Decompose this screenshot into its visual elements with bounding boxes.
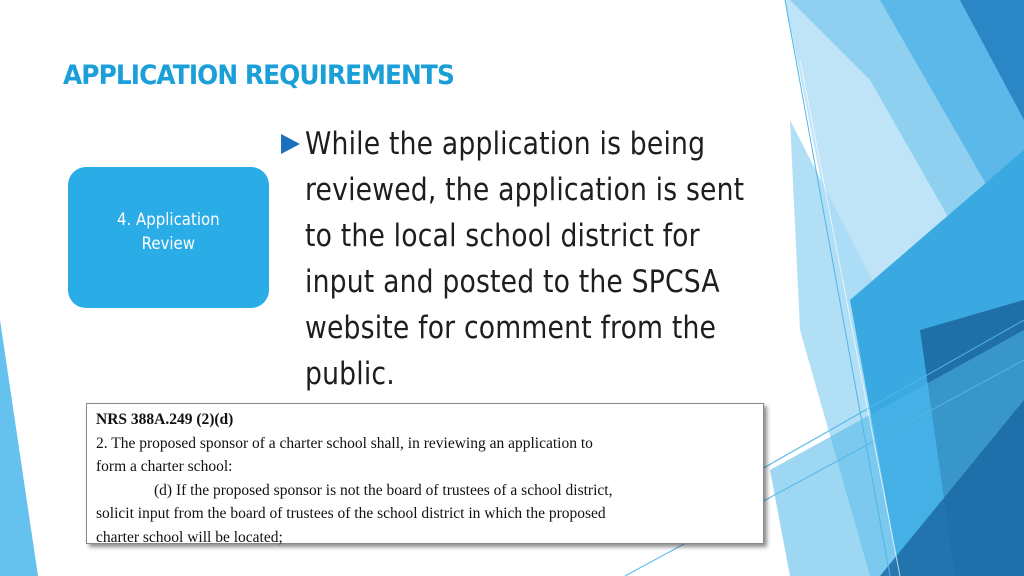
bullet-text-line: website for comment from the [305, 310, 717, 346]
statute-textbox [86, 403, 764, 544]
step-box-application-review [68, 167, 269, 308]
statute-line: (d) If the proposed sponsor is not the board of trustees of a school district, [154, 481, 613, 499]
bullet-text-line: reviewed, the application is sent [305, 172, 745, 208]
slide-title: APPLICATION REQUIREMENTS [63, 60, 454, 91]
statute-line: form a charter school: [96, 458, 233, 475]
step-label-line2: Review [141, 234, 196, 254]
step-label [117, 208, 220, 256]
bullet-text-line: to the local school district for [305, 218, 700, 254]
bullet-text-line: public. [305, 356, 395, 392]
statute-line: charter school will be located; [96, 528, 283, 546]
statute-line: 2. The proposed sponsor of a charter school shall, in reviewing an application to [96, 434, 593, 452]
left-edge-shape [0, 320, 38, 576]
statute-line: solicit input from the board of trustees of the school district in which the proposed [96, 505, 606, 522]
bullet-text-line: input and posted to the SPCSA [305, 264, 720, 300]
bullet-text-line: While the application is being [305, 126, 706, 162]
bullet-text [305, 121, 752, 397]
triangle-bullet-icon [279, 133, 301, 155]
statute-heading: NRS 388A.249 (2)(d) [96, 411, 234, 428]
step-label-line1: 4. Application [117, 210, 220, 230]
